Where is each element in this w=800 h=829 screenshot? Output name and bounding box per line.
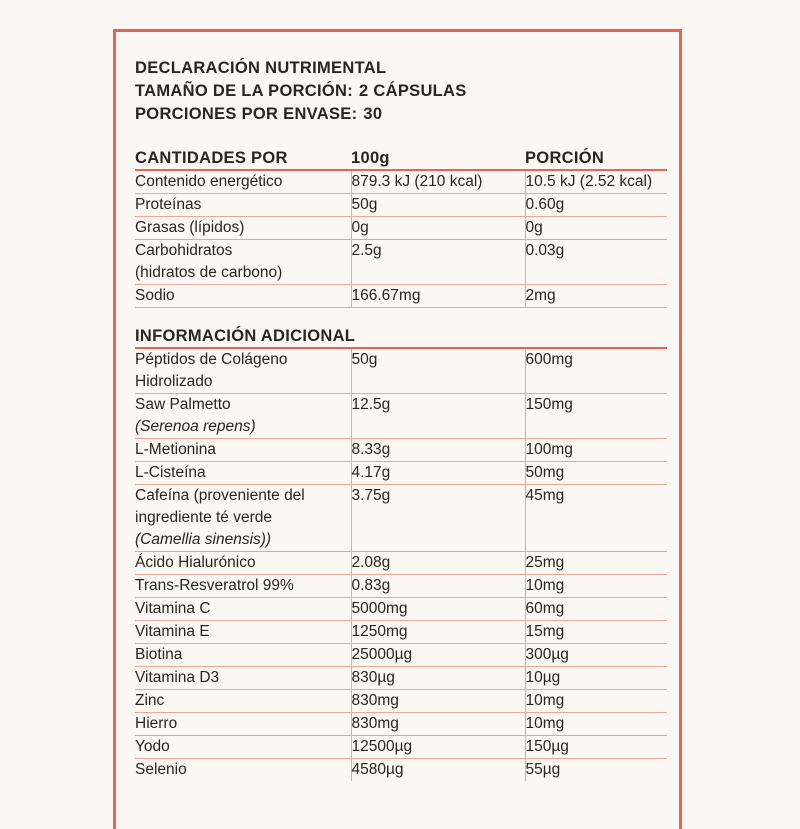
serving-size-line (135, 80, 667, 103)
ingredient-name: Ácido Hialurónico (135, 554, 256, 571)
value-per-100g: 5000mg (351, 598, 525, 621)
value-per-portion: 10mg (525, 713, 667, 736)
additional-row (135, 736, 667, 759)
label-header (135, 57, 667, 126)
additional-row (135, 621, 667, 644)
ingredient-name: Vitamina D3 (135, 669, 220, 686)
value-per-100g: 4.17g (351, 462, 525, 485)
nutrient-name-detail: (hidratos de carbono) (135, 264, 283, 281)
ingredient-name: Péptidos de Colágeno (135, 351, 288, 368)
additional-row (135, 690, 667, 713)
ingredient-name: Biotina (135, 646, 183, 663)
value-per-portion: 150mg (525, 394, 667, 439)
ingredient-name: L-Metionina (135, 441, 216, 458)
additional-row (135, 462, 667, 485)
ingredient-name: Selenio (135, 761, 187, 778)
value-per-portion: 100mg (525, 439, 667, 462)
value-per-100g: 830mg (351, 690, 525, 713)
value-per-portion: 45mg (525, 485, 667, 552)
value-per-100g: 3.75g (351, 485, 525, 552)
additional-row (135, 644, 667, 667)
servings-per-container-line (135, 103, 667, 126)
value-per-100g: 830mg (351, 713, 525, 736)
value-per-portion: 300µg (525, 644, 667, 667)
additional-row (135, 575, 667, 598)
additional-row (135, 439, 667, 462)
nutrition-table (135, 147, 667, 781)
serving-size-value: 2 CÁPSULAS (359, 82, 467, 100)
nutrient-name: Proteínas (135, 196, 202, 213)
nutrition-row (135, 285, 667, 308)
additional-row (135, 598, 667, 621)
value-per-100g: 12500µg (351, 736, 525, 759)
value-per-100g: 0g (351, 217, 525, 240)
ingredient-name: Cafeína (proveniente del (135, 487, 305, 504)
ingredient-name: Yodo (135, 738, 170, 755)
ingredient-name: Saw Palmetto (135, 396, 231, 413)
value-per-100g: 8.33g (351, 439, 525, 462)
value-per-portion: 10.5 kJ (2.52 kcal) (525, 170, 667, 194)
nutrition-row (135, 170, 667, 194)
additional-row (135, 348, 667, 394)
value-per-100g: 50g (351, 348, 525, 394)
value-per-100g: 2.5g (351, 240, 525, 285)
ingredient-name: Trans-Resveratrol 99% (135, 577, 294, 594)
label-title: DECLARACIÓN NUTRIMENTAL (135, 59, 387, 77)
servings-per-container-value: 30 (363, 105, 383, 123)
value-per-100g: 50g (351, 194, 525, 217)
nutrition-row (135, 217, 667, 240)
value-per-portion: 10mg (525, 575, 667, 598)
ingredient-name: Vitamina C (135, 600, 211, 617)
additional-info-title: INFORMACIÓN ADICIONAL (135, 325, 667, 348)
column-header-per-100g: 100g (351, 147, 525, 170)
value-per-100g: 4580µg (351, 759, 525, 782)
ingredient-name: Vitamina E (135, 623, 210, 640)
value-per-portion: 150µg (525, 736, 667, 759)
value-per-100g: 830µg (351, 667, 525, 690)
ingredient-name-detail: ingrediente té verde (135, 509, 273, 526)
value-per-portion: 0.60g (525, 194, 667, 217)
additional-row (135, 759, 667, 782)
ingredient-name: Hierro (135, 715, 178, 732)
nutrient-name: Contenido energético (135, 173, 283, 190)
value-per-portion: 50mg (525, 462, 667, 485)
servings-per-container-label: PORCIONES POR ENVASE: (135, 105, 358, 123)
additional-info-header (135, 325, 667, 348)
nutrition-table-header (135, 147, 667, 170)
value-per-portion: 60mg (525, 598, 667, 621)
nutrient-name: Carbohidratos (135, 242, 233, 259)
ingredient-name: Zinc (135, 692, 165, 709)
value-per-portion: 10mg (525, 690, 667, 713)
ingredient-name-detail: (Serenoa repens) (135, 418, 256, 435)
column-header-per-portion: PORCIÓN (525, 147, 667, 170)
nutrition-row (135, 240, 667, 285)
ingredient-name-detail: Hidrolizado (135, 373, 213, 390)
additional-row (135, 667, 667, 690)
value-per-portion: 10µg (525, 667, 667, 690)
value-per-portion: 55µg (525, 761, 561, 778)
value-per-portion: 2mg (525, 285, 667, 308)
value-per-portion: 600mg (525, 348, 667, 394)
serving-size-label: TAMAÑO DE LA PORCIÓN: (135, 82, 354, 100)
ingredient-name: L-Cisteína (135, 464, 206, 481)
value-per-portion: 25mg (525, 552, 667, 575)
nutrition-row (135, 194, 667, 217)
value-per-100g: 0.83g (351, 575, 525, 598)
value-per-100g: 12.5g (351, 394, 525, 439)
value-per-100g: 1250mg (351, 621, 525, 644)
value-per-portion: 15mg (525, 621, 667, 644)
column-header-amounts: CANTIDADES POR (135, 147, 351, 170)
value-per-portion: 0g (525, 217, 667, 240)
nutrient-name: Grasas (lípidos) (135, 219, 245, 236)
ingredient-name-detail: (Camellia sinensis)) (135, 531, 272, 548)
value-per-100g: 879.3 kJ (210 kcal) (351, 170, 525, 194)
additional-row (135, 394, 667, 439)
nutrition-label (135, 57, 667, 781)
value-per-100g: 166.67mg (351, 285, 525, 308)
value-per-portion: 0.03g (525, 240, 667, 285)
nutrient-name: Sodio (135, 287, 175, 304)
value-per-100g: 2.08g (351, 552, 525, 575)
value-per-100g: 25000µg (351, 644, 525, 667)
additional-row (135, 552, 667, 575)
additional-row (135, 713, 667, 736)
additional-row (135, 485, 667, 552)
